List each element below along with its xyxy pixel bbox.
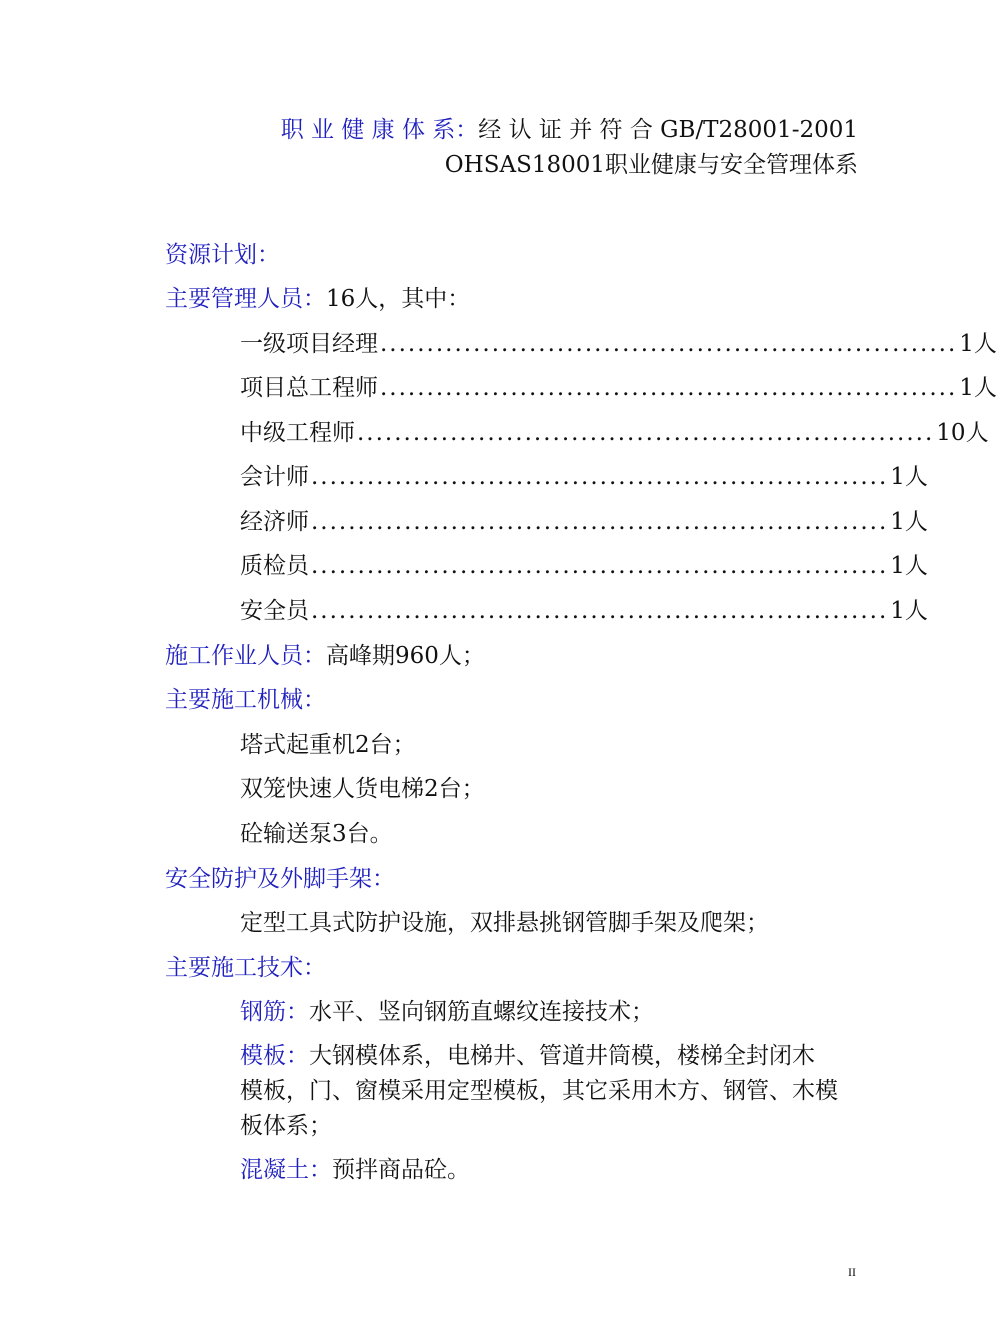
manager-role: 安全员 bbox=[240, 598, 309, 624]
concrete-text: 预拌商品砼。 bbox=[332, 1157, 470, 1183]
safety-text: 定型工具式防护设施，双排悬挑钢管脚手架及爬架； bbox=[240, 910, 769, 936]
rebar-text: 水平、竖向钢筋直螺纹连接技术； bbox=[309, 999, 654, 1025]
resource-plan-heading: 资源计划： bbox=[165, 242, 280, 268]
manager-row bbox=[240, 551, 928, 581]
concrete-label: 混凝土： bbox=[240, 1157, 332, 1183]
manager-row bbox=[240, 462, 928, 492]
certification-text: 经 认 证 并 符 合 GB/T28001-2001 bbox=[478, 117, 858, 143]
leader-dots: .............................................................. bbox=[311, 464, 889, 490]
rebar-line bbox=[240, 997, 654, 1027]
manager-role: 质检员 bbox=[240, 553, 309, 579]
managers-line bbox=[165, 284, 470, 314]
leader-dots: .............................................................. bbox=[357, 420, 935, 446]
manager-row bbox=[240, 329, 997, 359]
leader-dots: .............................................................. bbox=[311, 553, 889, 579]
rebar-label: 钢筋： bbox=[240, 999, 309, 1025]
managers-text: 16人，其中： bbox=[326, 286, 471, 312]
manager-row bbox=[240, 373, 997, 403]
machinery-item: 双笼快速人货电梯2台； bbox=[240, 776, 485, 802]
concrete-line bbox=[240, 1155, 470, 1185]
tech-heading: 主要施工技术： bbox=[165, 955, 326, 981]
manager-count: 1人 bbox=[890, 598, 928, 624]
machinery-heading: 主要施工机械： bbox=[165, 687, 326, 713]
formwork-line-2: 模板，门、窗模采用定型模板，其它采用木方、钢管、木模 bbox=[240, 1078, 838, 1104]
leader-dots: .............................................................. bbox=[311, 509, 889, 535]
formwork-line-1 bbox=[240, 1041, 815, 1071]
manager-row bbox=[240, 418, 989, 448]
manager-role: 经济师 bbox=[240, 509, 309, 535]
safety-heading: 安全防护及外脚手架： bbox=[165, 866, 395, 892]
certification-line-2: OHSAS18001职业健康与安全管理体系 bbox=[444, 152, 858, 178]
manager-row bbox=[240, 507, 928, 537]
manager-role: 会计师 bbox=[240, 464, 309, 490]
manager-row bbox=[240, 596, 928, 626]
certification-line-1 bbox=[240, 115, 858, 145]
leader-dots: .............................................................. bbox=[380, 375, 958, 401]
formwork-label: 模板： bbox=[240, 1043, 309, 1069]
formwork-line-3: 板体系； bbox=[240, 1113, 332, 1139]
formwork-text: 大钢模体系，电梯井、管道井筒模，楼梯全封闭木 bbox=[309, 1043, 815, 1069]
leader-dots: .............................................................. bbox=[311, 598, 889, 624]
machinery-item: 塔式起重机2台； bbox=[240, 732, 416, 758]
manager-count: 1人 bbox=[890, 509, 928, 535]
manager-count: 10人 bbox=[936, 420, 989, 446]
workers-line bbox=[165, 641, 485, 671]
manager-count: 1人 bbox=[959, 375, 997, 401]
workers-label: 施工作业人员： bbox=[165, 643, 326, 669]
manager-count: 1人 bbox=[959, 331, 997, 357]
managers-label: 主要管理人员： bbox=[165, 286, 326, 312]
manager-count: 1人 bbox=[890, 464, 928, 490]
manager-count: 1人 bbox=[890, 553, 928, 579]
manager-role: 一级项目经理 bbox=[240, 331, 378, 357]
workers-text: 高峰期960人； bbox=[326, 643, 485, 669]
leader-dots: .............................................................. bbox=[380, 331, 958, 357]
machinery-item: 砼输送泵3台。 bbox=[240, 821, 393, 847]
manager-role: 项目总工程师 bbox=[240, 375, 378, 401]
page-number: II bbox=[848, 1265, 856, 1279]
manager-role: 中级工程师 bbox=[240, 420, 355, 446]
occupational-health-label: 职 业 健 康 体 系： bbox=[280, 117, 479, 143]
